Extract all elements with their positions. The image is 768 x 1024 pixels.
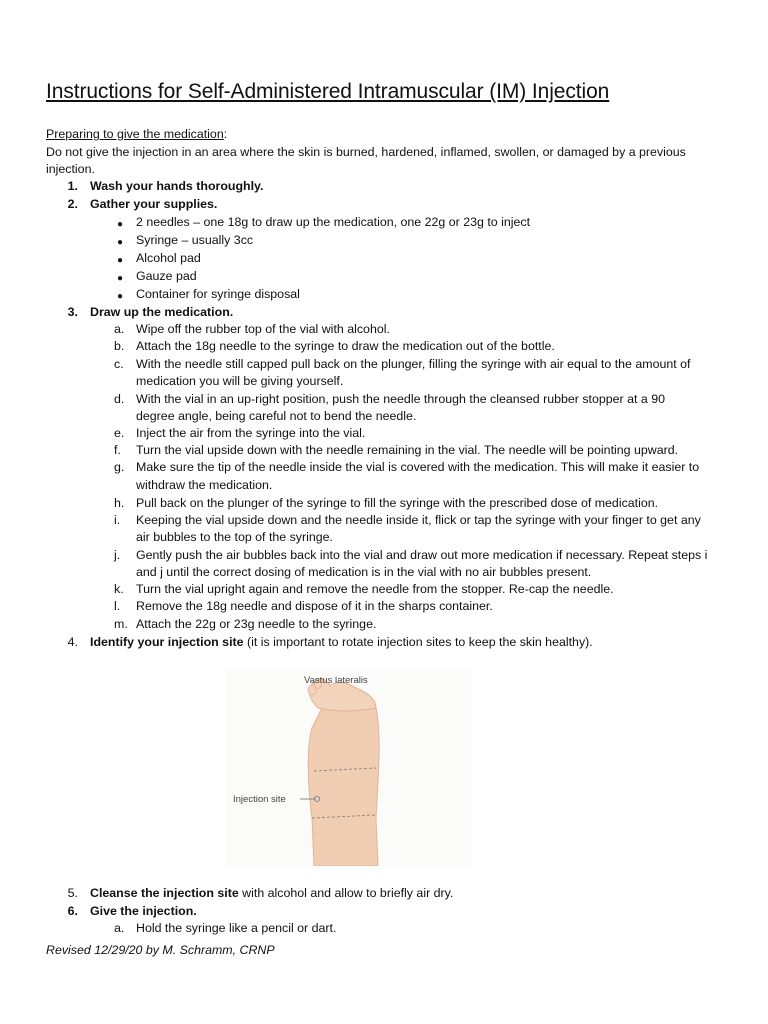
- substep-text: Pull back on the plunger of the syringe to fill the syringe with the prescribed dose of medication.: [136, 496, 659, 510]
- substep-text: Make sure the tip of the needle inside the vial is covered with the medication. This will make it easier to: [136, 460, 700, 474]
- substep-letter: e.: [114, 426, 125, 440]
- substep-letter: g.: [114, 460, 125, 474]
- step-rest: (it is important to rotate injection sites to keep the skin healthy).: [243, 635, 593, 649]
- substep-text: degree angle, being careful not to bend the needle.: [136, 409, 417, 423]
- bullet-icon: ●: [117, 273, 124, 284]
- list-item: Container for syringe disposal: [136, 287, 300, 301]
- substep-letter: c.: [114, 357, 124, 371]
- substep-text: Attach the 22g or 23g needle to the syringe.: [136, 617, 377, 631]
- substep-letter: a.: [114, 921, 125, 935]
- step-number: 2.: [67, 197, 78, 211]
- substep-text: air bubbles to the top of the syringe.: [136, 530, 333, 544]
- figure-top-label: Vastus lateralis: [304, 675, 368, 686]
- bullet-icon: ●: [117, 219, 124, 230]
- substep-letter: a.: [114, 322, 125, 336]
- prep-heading: Preparing to give the medication: [46, 127, 224, 141]
- document-title: Instructions for Self-Administered Intramuscular (IM) Injection: [46, 80, 610, 103]
- bullet-icon: ●: [117, 291, 124, 302]
- substep-text: Remove the 18g needle and dispose of it in the sharps container.: [136, 599, 493, 613]
- step-title: Cleanse the injection site: [90, 886, 239, 900]
- substep-text: Wipe off the rubber top of the vial with alcohol.: [136, 322, 390, 336]
- thigh-shape: [308, 699, 379, 866]
- substep-letter: d.: [114, 392, 125, 406]
- substep-letter: b.: [114, 339, 125, 353]
- step-number: 6.: [67, 904, 78, 918]
- step-number: 5.: [67, 886, 78, 900]
- step-number: 1.: [67, 179, 78, 193]
- footer-revision: Revised 12/29/20 by M. Schramm, CRNP: [46, 943, 275, 957]
- list-item: Alcohol pad: [136, 251, 201, 265]
- prep-heading-line: [46, 126, 227, 143]
- step-title: Draw up the medication.: [90, 305, 234, 319]
- list-item: Gauze pad: [136, 269, 197, 283]
- step-number: 3.: [67, 305, 78, 319]
- bullet-icon: ●: [117, 237, 124, 248]
- leg-illustration: [226, 668, 472, 866]
- substep-letter: h.: [114, 496, 125, 510]
- list-item: 2 needles – one 18g to draw up the medication, one 22g or 23g to inject: [136, 215, 531, 229]
- injection-site-figure: [226, 668, 472, 866]
- substep-letter: k.: [114, 582, 124, 596]
- step-title: Give the injection.: [90, 904, 197, 918]
- substep-letter: f.: [114, 443, 121, 457]
- substep-text: With the vial in an up-right position, push the needle through the cleansed rubber stopper at a 90: [136, 392, 666, 406]
- step-rest: with alcohol and allow to briefly air dry.: [238, 886, 454, 900]
- substep-text: Gently push the air bubbles back into the vial and draw out more medication if necessary. Repeat steps i: [136, 548, 708, 562]
- substep-letter: j.: [114, 548, 121, 562]
- step-title: Gather your supplies.: [90, 197, 218, 211]
- substep-letter: i.: [114, 513, 121, 527]
- step-line: [90, 634, 593, 651]
- step-number: 4.: [67, 635, 78, 649]
- substep-text: Hold the syringe like a pencil or dart.: [136, 921, 337, 935]
- prep-text-line-1: Do not give the injection in an area where the skin is burned, hardened, inflamed, swollen, or damaged by a previous: [46, 145, 686, 159]
- substep-text: Keeping the vial upside down and the needle inside it, flick or tap the syringe with your finger to get any: [136, 513, 701, 527]
- prep-heading-colon: :: [223, 127, 228, 141]
- step-title: Wash your hands thoroughly.: [90, 179, 264, 193]
- substep-text: Inject the air from the syringe into the vial.: [136, 426, 366, 440]
- prep-text-line-2: injection.: [46, 162, 95, 176]
- bullet-icon: ●: [117, 255, 124, 266]
- substep-text: Turn the vial upright again and remove the needle from the stopper. Re-cap the needle.: [136, 582, 614, 596]
- list-item: Syringe – usually 3cc: [136, 233, 254, 247]
- step-line: [90, 885, 453, 902]
- substep-letter: l.: [114, 599, 121, 613]
- injection-site-label: Injection site: [233, 794, 286, 805]
- substep-text: Turn the vial upside down with the needle remaining in the vial. The needle will be pointing upward.: [136, 443, 679, 457]
- substep-letter: m.: [114, 617, 128, 631]
- substep-text: medication you will be giving yourself.: [136, 374, 344, 388]
- step-title: Identify your injection site: [90, 635, 244, 649]
- substep-text: Attach the 18g needle to the syringe to draw the medication out of the bottle.: [136, 339, 555, 353]
- substep-text: With the needle still capped pull back on the plunger, filling the syringe with air equal to the amount of: [136, 357, 691, 371]
- substep-text: withdraw the medication.: [136, 478, 273, 492]
- substep-text: and j until the correct dosing of medication is in the vial with no air bubbles present.: [136, 565, 592, 579]
